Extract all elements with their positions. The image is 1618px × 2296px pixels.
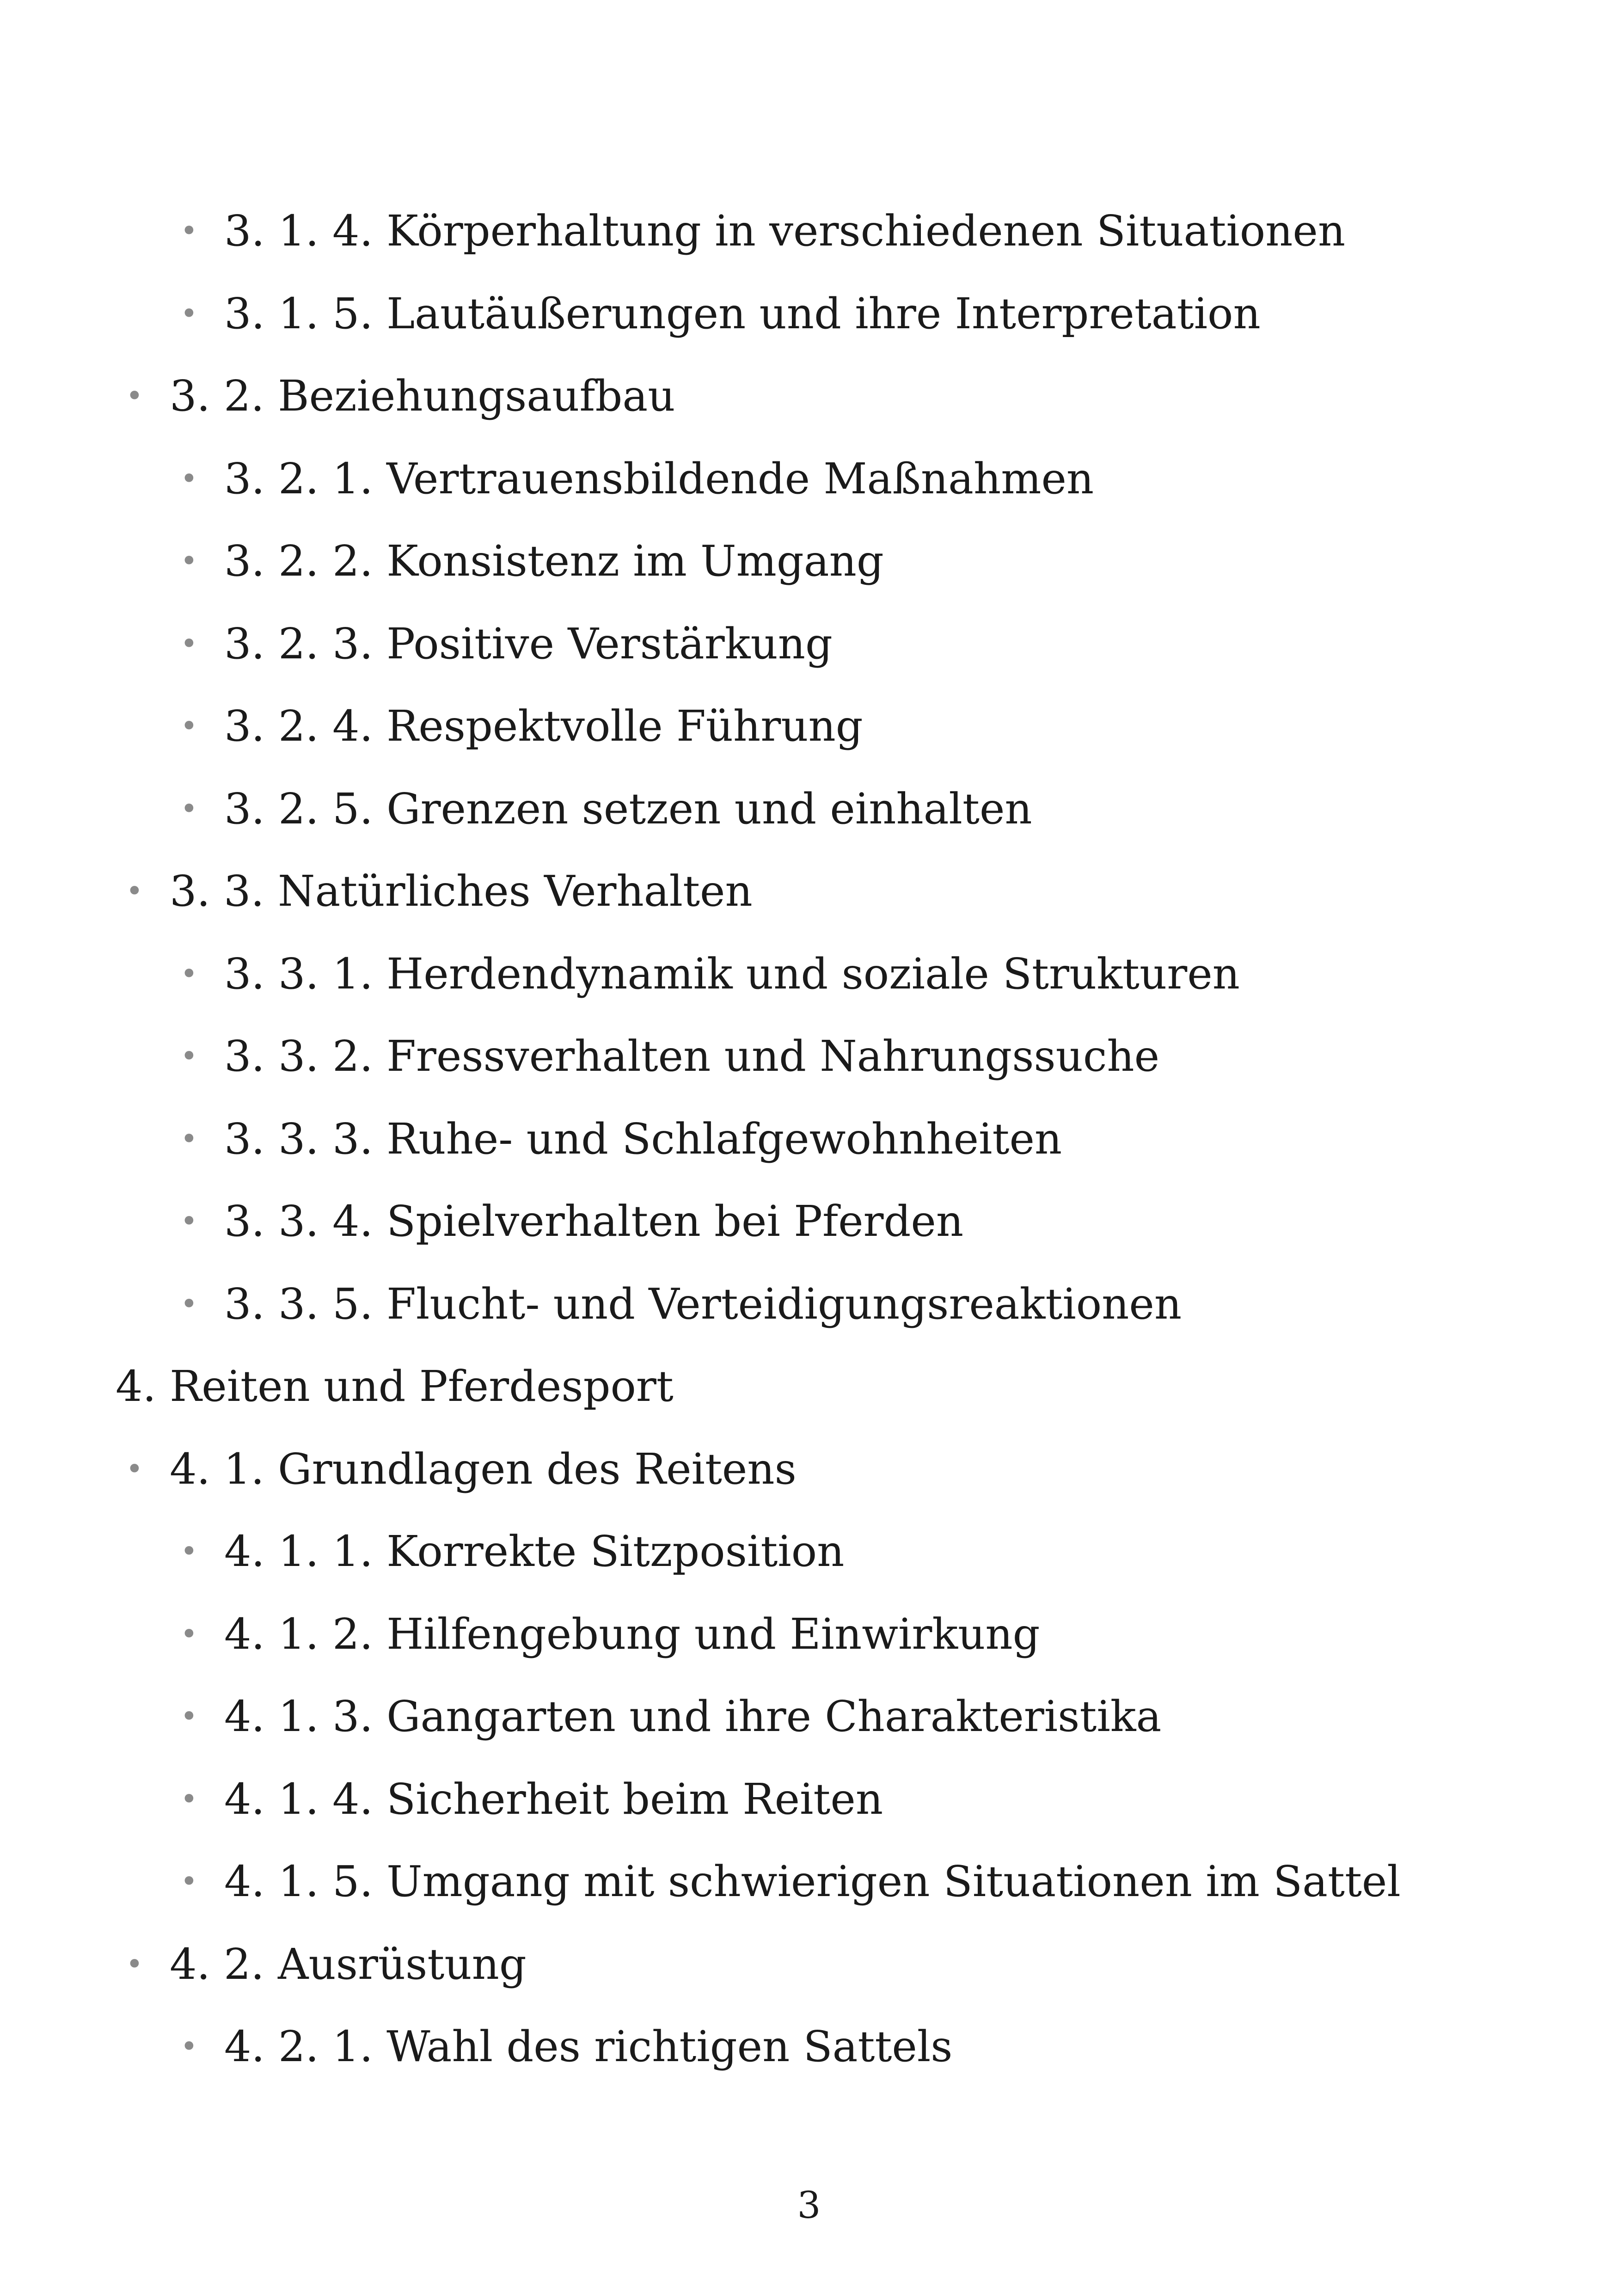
toc-entry-text: 4. 1. 4. Sicherheit beim Reiten	[224, 1774, 883, 1824]
toc-entry-text: 3. 2. 3. Positive Verstärkung	[224, 619, 833, 669]
bullet-icon: •	[180, 462, 198, 496]
bullet-icon: •	[180, 1287, 198, 1321]
bullet-icon: •	[180, 214, 198, 248]
toc-entry-text: 3. 3. 4. Spielverhalten bei Pferden	[224, 1197, 964, 1246]
toc-entry-text: 4. 1. 2. Hilfengebung und Einwirkung	[224, 1609, 1040, 1659]
bullet-icon: •	[180, 1039, 198, 1074]
toc-entry-text: 3. 3. Natürliches Verhalten	[170, 866, 753, 916]
toc-entry-text: 4. 1. 3. Gangarten und ihre Charakteristika	[224, 1692, 1162, 1741]
toc-entry-text: 3. 2. Beziehungsaufbau	[170, 371, 675, 421]
toc-entry-text: 3. 3. 1. Herdendynamik und soziale Strukturen	[224, 949, 1240, 999]
toc-entry-text: 3. 2. 1. Vertrauensbildende Maßnahmen	[224, 454, 1094, 503]
toc-entry-text: 3. 2. 5. Grenzen setzen und einhalten	[224, 784, 1032, 834]
bullet-icon: •	[180, 792, 198, 826]
bullet-icon: •	[180, 1782, 198, 1817]
bullet-icon: •	[126, 379, 143, 413]
bullet-icon: •	[180, 1204, 198, 1239]
bullet-icon: •	[180, 1122, 198, 1156]
toc-entry-text: 3. 2. 2. Konsistenz im Umgang	[224, 536, 884, 586]
bullet-icon: •	[180, 1700, 198, 1734]
bullet-icon: •	[180, 709, 198, 743]
bullet-icon: •	[180, 2030, 198, 2064]
bullet-icon: •	[180, 627, 198, 661]
bullet-icon: •	[180, 957, 198, 991]
page-number: 3	[797, 2184, 821, 2227]
toc-entry-text: 3. 3. 5. Flucht- und Verteidigungsreaktionen	[224, 1279, 1182, 1329]
bullet-icon: •	[126, 874, 143, 909]
toc-chapter-text: 4. Reiten und Pferdesport	[116, 1362, 674, 1411]
toc-entry-text: 4. 2. 1. Wahl des richtigen Sattels	[224, 2022, 953, 2071]
toc-entry-text: 4. 1. 1. Korrekte Sitzposition	[224, 1527, 845, 1576]
toc-entry-text: 4. 2. Ausrüstung	[170, 1940, 527, 1989]
toc-entry-text: 3. 3. 2. Fressverhalten und Nahrungssuche	[224, 1031, 1160, 1081]
bullet-icon: •	[126, 1452, 143, 1486]
toc-entry-text: 3. 1. 4. Körperhaltung in verschiedenen Situationen	[224, 206, 1346, 256]
bullet-icon: •	[180, 544, 198, 578]
toc-entry-text: 3. 3. 3. Ruhe- und Schlafgewohnheiten	[224, 1114, 1062, 1164]
bullet-icon: •	[126, 1947, 143, 1982]
bullet-icon: •	[180, 1617, 198, 1651]
toc-entry-text: 3. 2. 4. Respektvolle Führung	[224, 701, 863, 751]
bullet-icon: •	[180, 1865, 198, 1899]
bullet-icon: •	[180, 297, 198, 331]
toc-entry-text: 4. 1. Grundlagen des Reitens	[170, 1444, 797, 1494]
toc-entry-text: 4. 1. 5. Umgang mit schwierigen Situationen im Sattel	[224, 1857, 1401, 1906]
toc-entry-text: 3. 1. 5. Lautäußerungen und ihre Interpretation	[224, 289, 1261, 338]
bullet-icon: •	[180, 1535, 198, 1569]
